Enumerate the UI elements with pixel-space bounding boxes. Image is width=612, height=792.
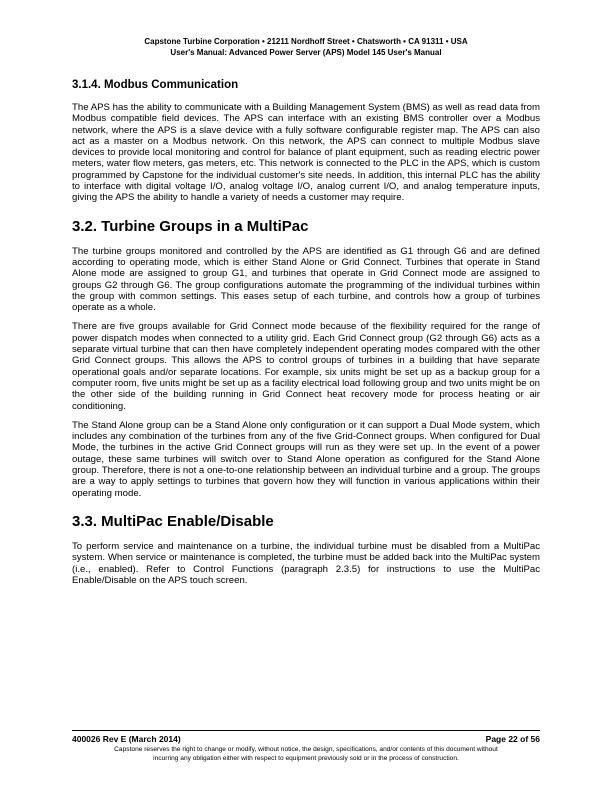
section-heading-enable-disable: 3.3. MultiPac Enable/Disable bbox=[72, 512, 274, 530]
page-content bbox=[72, 78, 540, 594]
footer-divider bbox=[72, 730, 540, 731]
paragraph-turbine-groups-2: There are five groups available for Grid Connect mode because of the flexibility required for the range of power dispatch modes when connected to a utility grid. Each Grid Connect group (G2 through G6) acts as a separate virtual turbine that can then have completely independent operating modes compared with the other Grid Connect groups. This allows the APS to control groups of turbines in a building that have separate operational goals and/or separate locations. For example, six units might be set up as a backup group for a computer room, five units might be set up as a facility electrical load following group and two units might be on the other side of the building running in Grid Connect heat recovery mode for process heating or air conditioning. bbox=[72, 321, 540, 412]
page-header bbox=[72, 36, 540, 58]
header-manual-title: User's Manual: Advanced Power Server (APS) Model 145 User's Manual bbox=[170, 48, 442, 57]
page-number: Page 22 of 56 bbox=[485, 734, 540, 744]
paragraph-turbine-groups-3: The Stand Alone group can be a Stand Alone only configuration or it can support a Dual Mode system, which includes any combination of the turbines from any of the five Grid-Connect groups. When configured for Dual Mode, the turbines in the active Grid Connect groups will run as they were set up. In the event of a power outage, these same turbines will switch over to Stand Alone operation as configured for the Stand Alone group. Therefore, there is not a one-to-one relationship between an individual turbine and a group. The groups are a way to apply settings to turbines that govern how they will function in various applications within their operating mode. bbox=[72, 419, 540, 499]
section-heading-turbine-groups: 3.2. Turbine Groups in a MultiPac bbox=[72, 217, 309, 235]
section-heading-modbus: 3.1.4. Modbus Communication bbox=[72, 79, 239, 91]
paragraph-turbine-groups-1: The turbine groups monitored and controlled by the APS are identified as G1 through G6 and are defined according to operating mode, which is either Stand Alone or Grid Connect. Turbines that operate in Stand Alone mode are assigned to group G1, and turbines that operate in Grid Connect mode are assigned to groups G2 through G6. The group configurations automate the programming of the individual turbines within the group with common settings. This eases setup of each turbine, and controls how a group of turbines operate as a whole. bbox=[72, 245, 540, 314]
disclaimer-line-2: incurring any obligation either with respect to equipment previously sold or in the process of construction. bbox=[153, 754, 459, 762]
footer-disclaimer bbox=[72, 746, 540, 763]
document-revision: 400026 Rev E (March 2014) bbox=[72, 734, 181, 744]
paragraph-modbus: The APS has the ability to communicate with a Building Management System (BMS) as well as read data from Modbus compatible field devices. The APS can interface with an existing BMS controller over a Modbus network, where the APS is a slave device with a fully software configurable register map. The APS can also act as a master on a Modbus network. On this network, the APS can connect to multiple Modbus slave devices to provide local monitoring and control for balance of plant equipment, such as reading electric power meters, water flow meters, gas meters, etc. This network is connected to the PLC in the APS, which is custom programmed by Capstone for the individual customer's site needs. In addition, this internal PLC has the ability to interface with digital voltage I/O, analog voltage I/O, analog current I/O, and analog temperature inputs, giving the APS the ability to handle a variety of needs a customer may require. bbox=[72, 102, 540, 204]
page-footer bbox=[72, 734, 540, 745]
paragraph-enable-disable: To perform service and maintenance on a turbine, the individual turbine must be disabled from a MultiPac system. When service or maintenance is completed, the turbine must be added back into the MultiPac system (i.e., enabled). Refer to Control Functions (paragraph 2.3.5) for instructions to use the MultiPac Enable/Disable on the APS touch screen. bbox=[72, 540, 540, 586]
disclaimer-line-1: Capstone reserves the right to change or modify, without notice, the design, specifications, and/or contents of this document without bbox=[114, 746, 498, 753]
header-company-line: Capstone Turbine Corporation • 21211 Nordhoff Street • Chatsworth • CA 91311 • USA bbox=[144, 37, 468, 46]
